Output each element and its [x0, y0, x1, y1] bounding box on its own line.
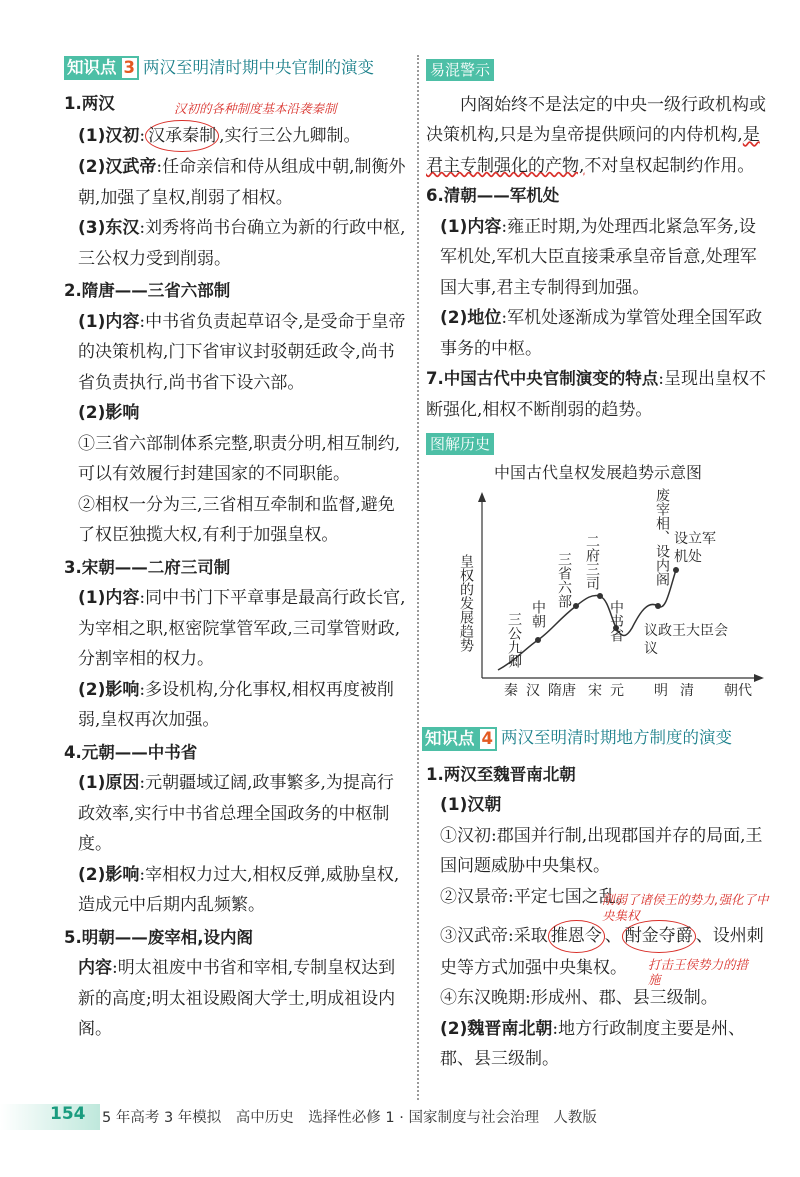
x-axis-label: 朝代 [724, 682, 752, 699]
section-title: 1.两汉 [64, 94, 115, 113]
chart-label: 二府三司 [584, 533, 600, 590]
kp-title: 两汉至明清时期中央官制的演变 [142, 57, 374, 77]
paragraph: (1)汉初: 汉承秦制 ,实行三公九卿制。 [64, 120, 409, 153]
x-tick: 元 [610, 682, 624, 699]
kp-label: 知识点 [422, 727, 478, 751]
warning-text: 内阁始终不是法定的中央一级行政机构或决策机构,只是为皇帝提供顾问的内侍机构,是君主专制强化的产物,不对皇权起制约作用。 [426, 94, 766, 176]
circled-text: 推恩令 [548, 920, 605, 953]
paragraph: ②相权一分为三,三省相互牵制和监督,避免了权臣独揽大权,有利于加强皇权。 [78, 494, 395, 545]
kp-number: 3 [120, 56, 139, 80]
paragraph: ①汉初:郡国并行制,出现郡国并存的局面,王国问题威胁中央集权。 [440, 825, 763, 876]
x-tick: 宋 [588, 682, 602, 699]
left-column [64, 55, 409, 1045]
y-axis-label: 皇权的发展趋势 [458, 553, 474, 652]
paragraph: 内容:明太祖废中书省和宰相,专制皇权达到新的高度;明太祖设殿阁大学士,明成祖设内阁。 [78, 958, 396, 1039]
paragraph: ④东汉晚期:形成州、郡、县三级制。 [440, 988, 718, 1008]
page-number: 154 [50, 1104, 86, 1124]
x-tick: 明 [654, 682, 668, 699]
paragraph: (1)内容:同中书门下平章事是最高行政长官,为宰相之职,枢密院掌管军政,三司掌管财政,分割宰相的权力。 [78, 588, 406, 669]
paragraph: (3)东汉:刘秀将尚书台确立为新的行政中枢,三公权力受到削弱。 [78, 218, 406, 269]
paragraph: ③汉武帝:采取 推恩令 、 酎金夺爵 、设州刺史等方式加强中央集权。 [426, 920, 770, 983]
x-axis-ticks [504, 682, 774, 700]
paragraph: (2)影响:多设机构,分化事权,相权再度被削弱,皇权再次加强。 [78, 679, 394, 730]
underlined-text: 是君主专制强化的产物, [426, 125, 760, 176]
chart-label: 三省六部 [556, 551, 572, 608]
chart-label: 三公九卿 [506, 611, 522, 668]
right-column [426, 55, 770, 1075]
paragraph: (2)影响 [78, 403, 140, 423]
chart-label: 中朝 [530, 599, 546, 628]
knowledge-point-3-header [64, 55, 409, 81]
column-divider [417, 55, 419, 1100]
page-footer [0, 1100, 800, 1134]
knowledge-point-4-header [422, 726, 770, 752]
chart-label: 中书省 [608, 599, 624, 642]
chart-label: 议政王大臣会议 [644, 622, 728, 657]
kp-title: 两汉至明清时期地方制度的演变 [500, 728, 732, 748]
section-title: 2.隋唐——三省六部制 [64, 281, 231, 300]
section-title: 1.两汉至魏晋南北朝 [426, 764, 576, 784]
warning-tag: 易混警示 [426, 59, 494, 81]
subheading: (1)汉朝 [440, 795, 502, 815]
paragraph: (1)原因:元朝疆域辽阔,政事繁多,为提高行政效率,实行中书省总理全国政务的中枢制度。 [78, 773, 394, 854]
paragraph: ①三省六部制体系完整,职责分明,相互制约,可以有效履行封建国家的不同职能。 [78, 433, 401, 484]
paragraph: (2)汉武帝:任命亲信和侍从组成中朝,制衡外朝,加强了皇权,削弱了相权。 [78, 157, 406, 208]
section-title: 3.宋朝——二府三司制 [64, 557, 231, 577]
handwritten-note: 打击王侯势力的措施 [648, 957, 749, 987]
chart-label: 设立军机处 [674, 530, 716, 565]
kp-label: 知识点 [64, 56, 120, 80]
x-tick: 汉 [526, 682, 540, 699]
paragraph: (1)内容:雍正时期,为处理西北紧急军务,设军机处,军机大臣直接秉承皇帝旨意,处理军国大事,君主专制得到加强。 [440, 216, 757, 298]
x-tick: 隋唐 [548, 682, 576, 699]
section-7: 7.中国古代中央官制演变的特点:呈现出皇权不断强化,相权不断削弱的趋势。 [426, 369, 766, 420]
diagram-title: 中国古代皇权发展趋势示意图 [493, 462, 702, 482]
x-tick: 秦 [504, 682, 518, 699]
paragraph: (1)内容:中书省负责起草诏令,是受命于皇帝的决策机构,门下省审议封驳朝廷政令,尚书省负责执行,尚书省下设六部。 [78, 311, 406, 393]
x-tick: 清 [680, 682, 694, 699]
circled-text: 汉承秦制 [145, 120, 219, 153]
handwritten-note: 削弱了诸侯王的势力,强化了中央集权 [602, 892, 769, 923]
section-title: 6.清朝——军机处 [426, 186, 560, 205]
trend-diagram-svg [426, 488, 770, 706]
kp-number: 4 [478, 727, 497, 751]
circled-text: 酎金夺爵 [622, 920, 696, 953]
paragraph: (2)影响:宰相权力过大,相权反弹,威胁皇权,造成元中后期内乱频繁。 [78, 864, 400, 915]
trend-diagram [426, 484, 770, 724]
footer-text: 5 年高考 3 年模拟 高中历史 选择性必修 1 · 国家制度与社会治理 人教版 [102, 1110, 597, 1126]
paragraph: (2)地位:军机处逐渐成为掌管处理全国军政事务的中枢。 [440, 308, 763, 359]
chart-label: 废宰相、设内阁 [654, 487, 670, 586]
paragraph: (2)魏晋南北朝:地方行政制度主要是州、郡、县三级制。 [440, 1018, 746, 1069]
diagram-tag: 图解历史 [426, 433, 494, 455]
section-title: 5.明朝——废宰相,设内阁 [64, 927, 254, 947]
section-title: 4.元朝——中书省 [64, 742, 198, 762]
handwritten-note: 汉初的各种制度基本沿袭秦制 [174, 100, 337, 116]
paragraph: ②汉景帝:平定七国之乱。 [440, 886, 633, 907]
